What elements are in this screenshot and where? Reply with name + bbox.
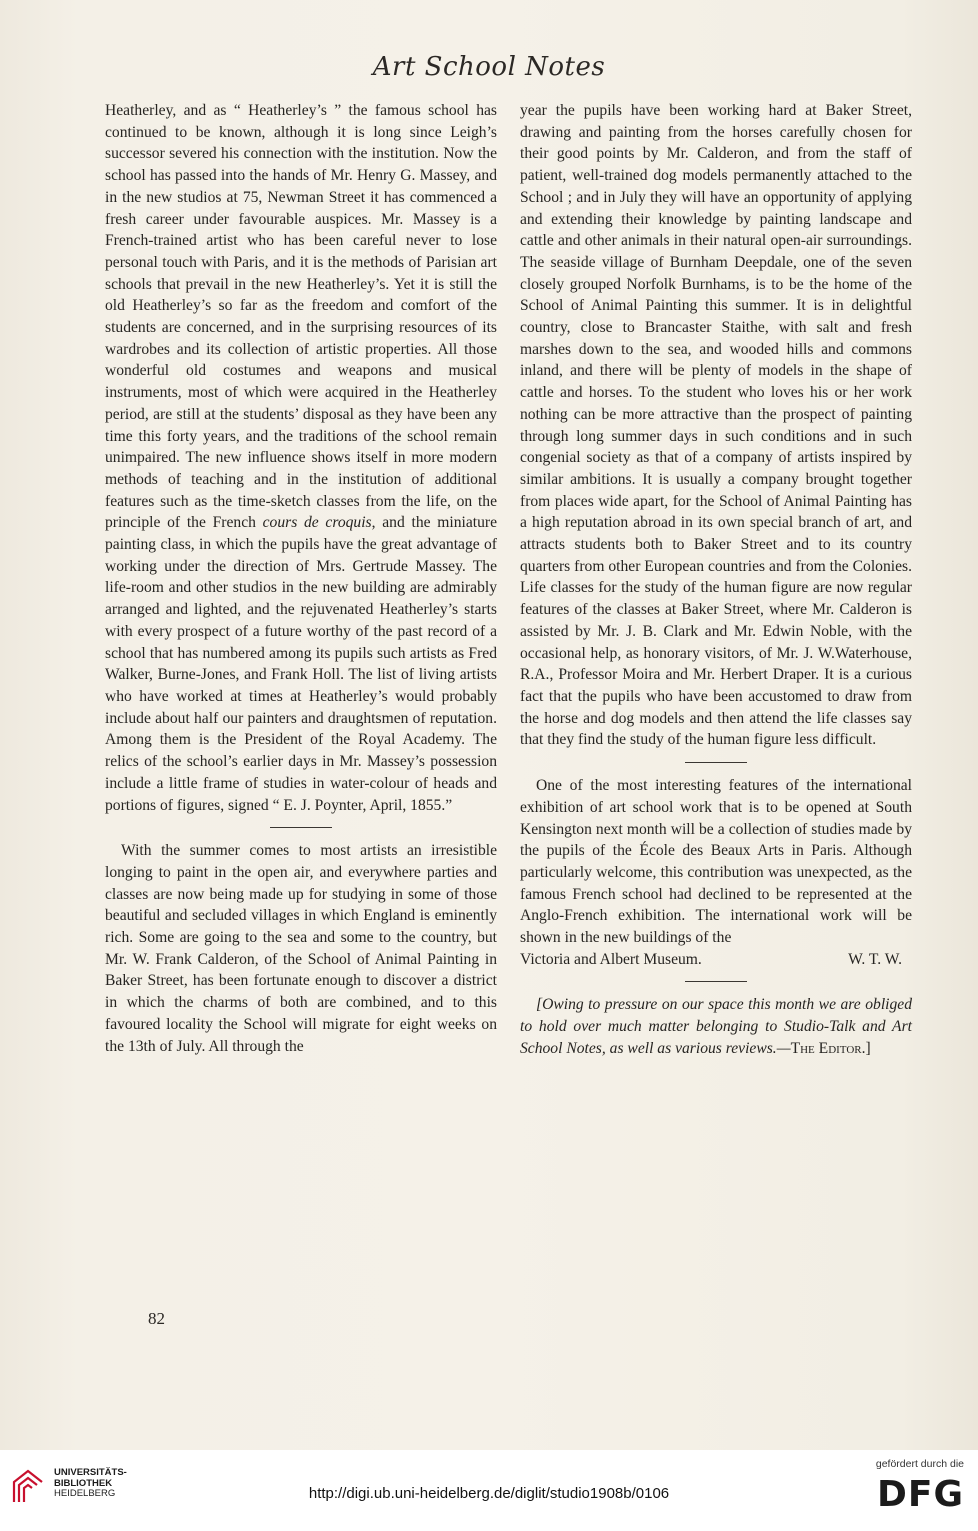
left-column: [105, 100, 497, 1057]
digitization-footer: [0, 1450, 978, 1531]
editor-note: [Owing to pressure on our space this month we are obliged to hold over much matter belonging to Studio-Talk and Art School Notes, as well as various reviews.—The Editor.]: [520, 996, 912, 1057]
funder-caption: gefördert durch die: [875, 1458, 964, 1470]
running-head: Art School Notes: [372, 52, 606, 82]
funder-logo[interactable]: [864, 1458, 964, 1514]
section-divider: [685, 981, 747, 982]
source-url-link[interactable]: http://digi.ub.uni-heidelberg.de/diglit/studio1908b/0106: [308, 1485, 670, 1502]
left-paragraph-1: Heatherley, and as “ Heatherley’s ” the famous school has continued to be known, although it is long since Leigh’s successor severed his connection with the institution. Now the school has passed into the hands of Mr. Henry G. Massey, and in the new studios at 75, Newman Street it has commenced a fresh career under favourable auspices. Mr. Massey is a French-trained artist who has been careful never to lose personal touch with Paris, and it is the methods of Parisian art schools that prevail in the new Heatherley’s. Yet it is still the old Heatherley’s so far as the freedom and comfort of the students are concerned, and in the surprising resources of its wardrobes and its collection of artistic properties. All those wonderful old costumes and weapons and musical instruments, most of which were acquired in the Heatherley period, are still at the students’ disposal as they have been any time this forty years, and the traditions of the school remain unimpaired. The new influence shows itself in more modern methods of teaching and in the institution of additional features such as the time-sketch classes from the life, on the principle of the French cours de croquis, and the miniature painting class, in which the pupils have the great advantage of working under the direction of Mrs. Gertrude Massey. The life-room and other studios in the new building are admirably arranged and lighted, and the rejuvenated Heatherley’s starts with every prospect of a future worthy of the past record of a school that has numbered among its pupils such artists as Fred Walker, Burne-Jones, and Frank Holl. The list of living artists who have worked at times at Heatherley’s would probably include about half our painters and draughtsmen of reputation. Among them is the President of the Royal Academy. The relics of the school’s earlier days in Mr. Massey’s possession include a little frame of studies in water-colour of heads and portions of figures, signed “ E. J. Poynter, April, 1855.”: [105, 102, 498, 814]
section-divider: [685, 762, 747, 763]
right-column: [520, 100, 912, 1060]
signoff-line: Victoria and Albert Museum. W. T. W.: [520, 949, 912, 971]
library-logo[interactable]: UNIVERSITÄTS- BIBLIOTHEK HEIDELBERG: [10, 1468, 127, 1504]
page-number: 82: [148, 1309, 165, 1328]
dfg-logo: DFG: [876, 1474, 964, 1515]
right-paragraph-1: year the pupils have been working hard at Baker Street, drawing and painting from the horses carefully chosen for their good points by Mr. Calderon, and from the staff of patient, well-trained dog models permanently attached to the School ; and in July they will have an opportunity of applying and extending their knowledge by painting landscape and cattle and other animals in their natural open-air surroundings. The seaside village of Burnham Deepdale, one of the seven closely grouped Norfolk Burnhams, is to be the home of the School of Animal Painting this summer. It is in delightful country, close to Brancaster Staithe, with salt and fresh marshes down to the sea, and wooded hills and commons inland, and there will be plenty of models in the shape of cattle and horses. To the student who loves his or her work nothing can be more attractive than the prospect of painting through long summer days in such conditions and in such congenial society as that of a company of artists inspired by similar ambitions. It is usually a company brought together from places wide apart, for the School of Animal Painting has a high reputation abroad in its own special branch of art, and attracts students both to Baker Street and to its country quarters from other European countries and from the Colonies. Life classes for the study of the human figure are now regular features of the classes at Baker Street, where Mr. Calderon is assisted by Mr. J. B. Clark and Mr. Edwin Noble, with the occasional help, as honorary visitors, of Mr. J. W.Waterhouse, R.A., Professor Moira and Mr. Herbert Draper. It is a curious fact that the pupils who have been accustomed to draw from the horse and dog models and then attend the life classes say that they find the study of the human figure less difficult.: [520, 102, 912, 749]
author-signature: W. T. W.: [848, 950, 902, 968]
section-divider: [270, 827, 332, 828]
left-paragraph-2: With the summer comes to most artists an irresistible longing to paint in the open air, and everywhere parties and classes are now being made up for studying in some of those beautiful and secluded villages in which England is eminently rich. Some are going to the sea and some to the country, but Mr. W. Frank Calderon, of the School of Animal Painting in Baker Street, has been fortunate enough to discover a district in which the charms of both are combined, and to this favoured locality the School will migrate for eight weeks on the 13th of July. All through the: [105, 842, 497, 1055]
right-paragraph-2: One of the most interesting features of the international exhibition of art school work that is to be opened at South Kensington next month will be a collection of studies made by the pupils of the École des Beaux Arts in Paris. Although particularly welcome, this contribution was unexpected, as the famous French school had declined to be represented at the Anglo-French exhibition. The international work will be shown in the new buildings of the: [520, 777, 912, 947]
